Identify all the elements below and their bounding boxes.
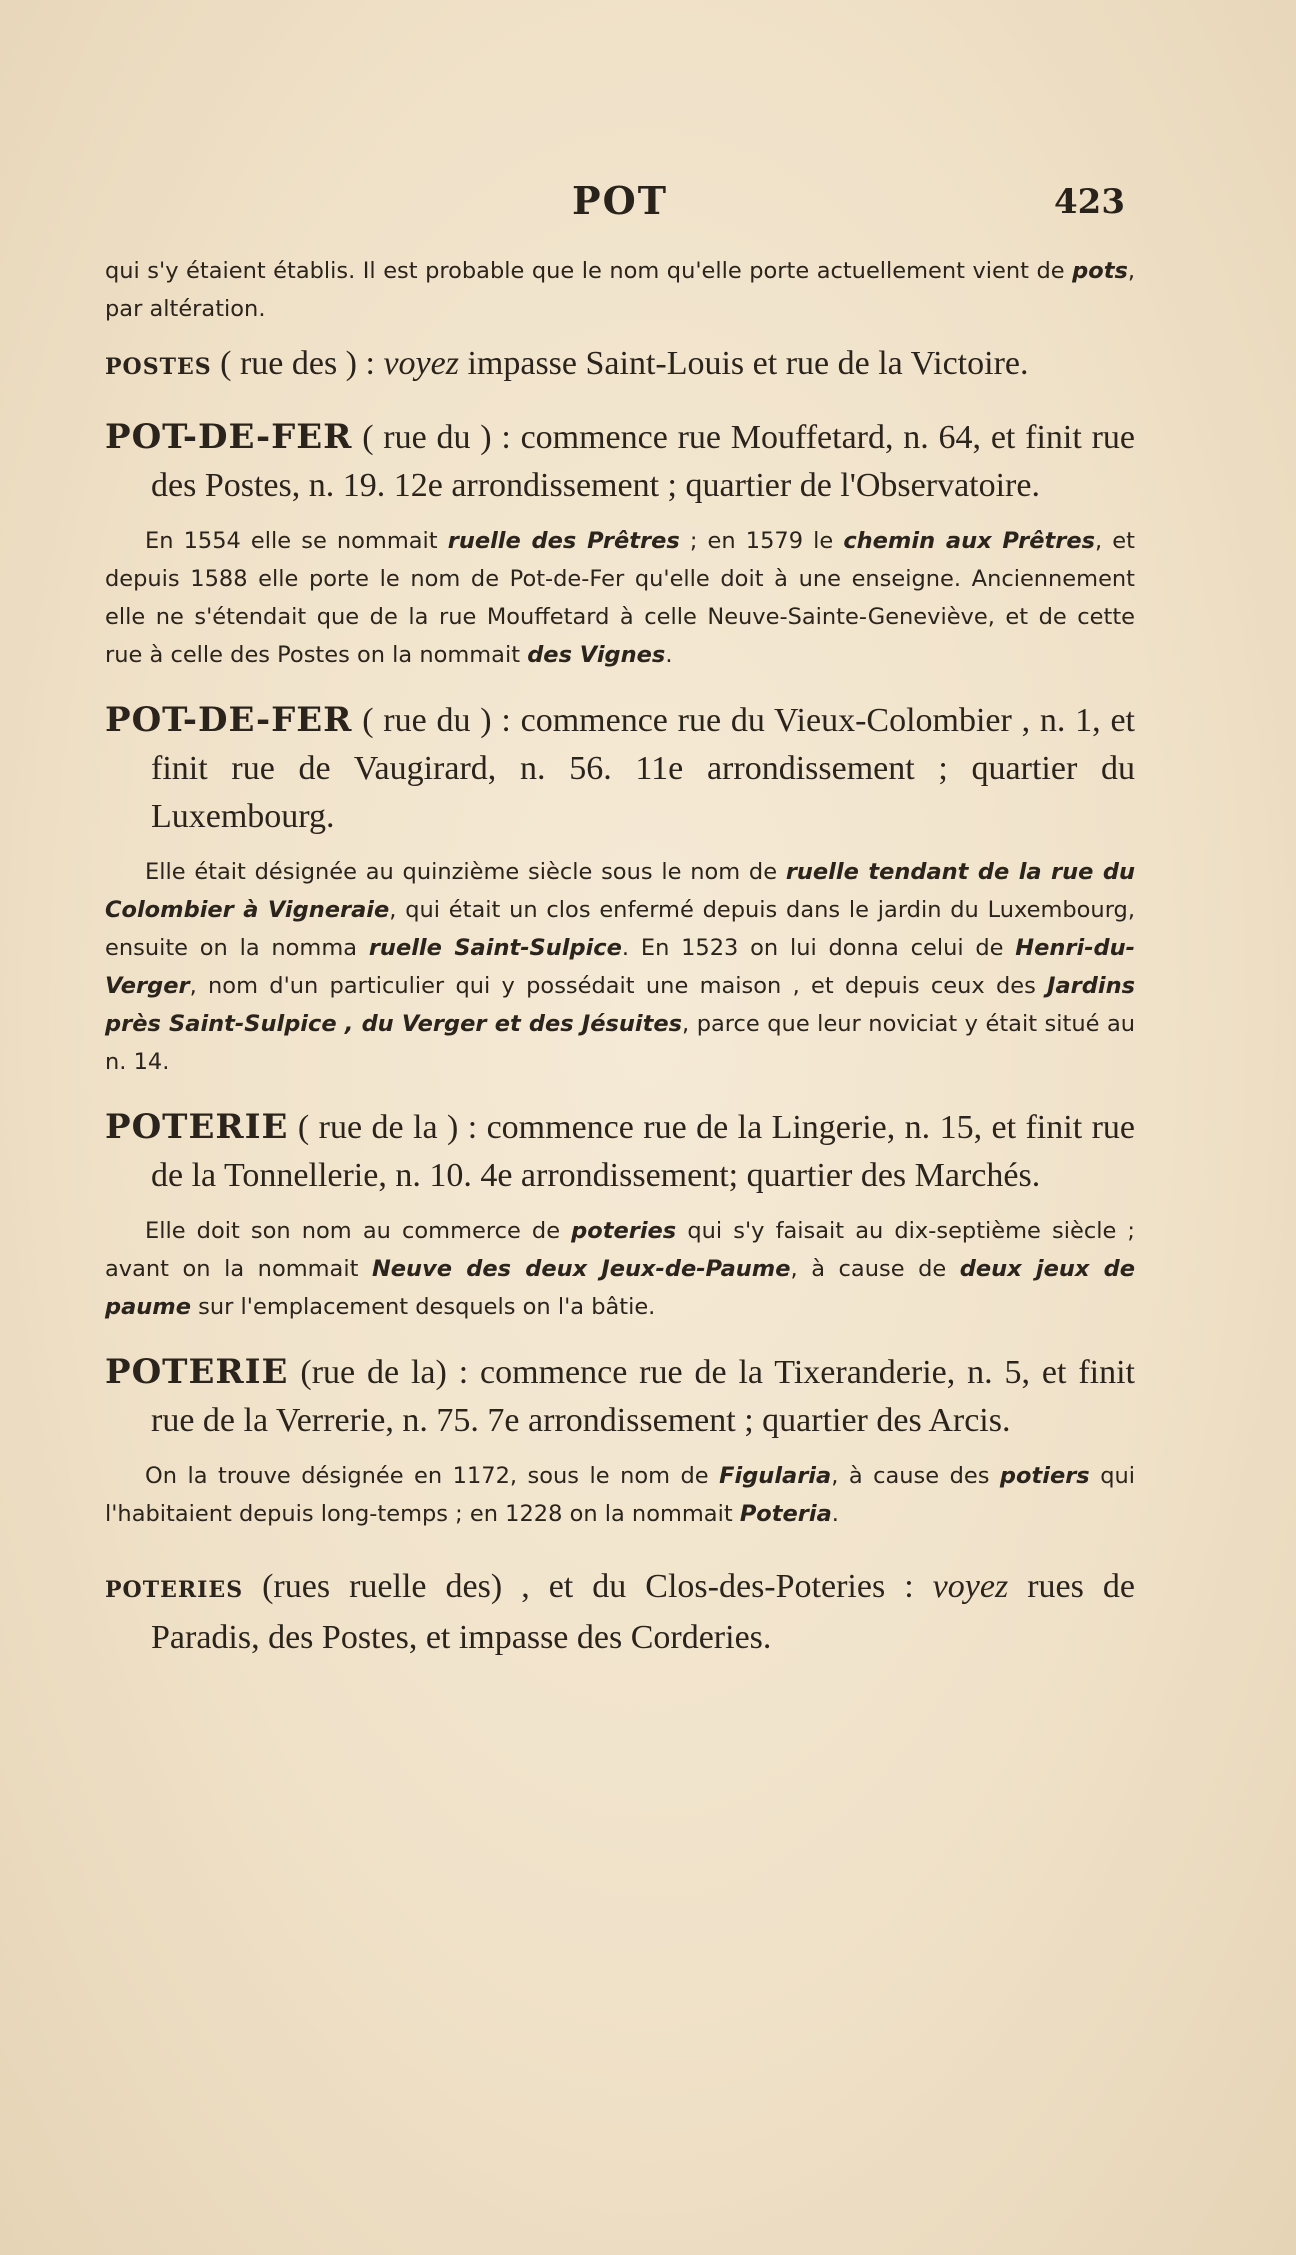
note-text: En 1554 elle se nommait — [145, 528, 448, 554]
page-number: 423 — [1054, 182, 1125, 222]
entry-headword: POT-DE-FER — [105, 417, 353, 457]
page-header — [105, 178, 1135, 238]
note-italic: Henri-du-Verger — [105, 935, 1135, 999]
note-text: . — [831, 1501, 839, 1527]
entry-text: (rues ruelle des) , et du Clos-des-Poteries : — [243, 1568, 933, 1605]
note-text: , à cause de — [790, 1256, 960, 1282]
note-text: ; en 1579 le — [679, 528, 844, 554]
entry-text: ( rue du ) : commence rue du Vieux-Colombier , n. 1, et finit rue de Vaugirard, n. 56. 11e arrondissement ; quartier du Luxembourg. — [151, 702, 1135, 835]
note-italic: potiers — [999, 1463, 1090, 1489]
note-text: qui l'habitaient depuis long-temps ; en 1228 on la nommait — [105, 1463, 1135, 1527]
entry-text: ( rue des ) : — [211, 345, 384, 382]
entry-headword: POSTES — [105, 354, 212, 380]
entry-text: impasse Saint-Louis et rue de la Victoire. — [458, 345, 1029, 382]
note-text: Elle était désignée au quinzième siècle sous le nom de — [145, 859, 786, 885]
note-text: , parce que leur noviciat y était situé au n. 14. — [105, 1011, 1136, 1075]
entry-poterie-2 — [105, 1348, 1135, 1445]
note-italic: deux jeux de paume — [105, 1256, 1135, 1320]
note-text: sur l'emplacement desquels on l'a bâtie. — [191, 1294, 656, 1320]
note-italic: pots — [1072, 258, 1128, 284]
note-italic: chemin aux Prêtres — [843, 528, 1096, 554]
entry-headword: POTERIE — [105, 1107, 289, 1147]
entry-note — [105, 1212, 1135, 1326]
note-italic: ruelle Saint-Sulpice — [368, 935, 622, 961]
entry-note — [105, 1457, 1135, 1533]
entry-text: (rue de la) : commence rue de la Tixeranderie, n. 5, et finit rue de la Verrerie, n. 75. 7e arrondissement ; quartier des Arcis. — [151, 1354, 1135, 1439]
note-italic: ruelle tendant de la rue du Colombier à Vigneraie — [105, 859, 1135, 923]
note-italic: Neuve des deux Jeux-de-Paume — [371, 1256, 791, 1282]
note-italic: ruelle des Prêtres — [447, 528, 680, 554]
note-text: , par altération. — [105, 258, 1135, 322]
entry-text: ( rue de la ) : commence rue de la Lingerie, n. 15, et finit rue de la Tonnellerie, n. 10. 4e arrondissement; quartier des Marchés. — [151, 1109, 1135, 1194]
note-italic: Figularia — [719, 1463, 832, 1489]
note-text: , qui était un clos enfermé depuis dans le jardin du Luxembourg, ensuite on la nomma — [105, 897, 1135, 961]
note-text: qui s'y étaient établis. Il est probable que le nom qu'elle porte actuellement vient de — [105, 258, 1073, 284]
entry-italic: voyez — [383, 345, 459, 382]
note-text: Elle doit son nom au commerce de — [145, 1218, 572, 1244]
note-text: . — [665, 642, 673, 668]
entry-pot-de-fer-1 — [105, 413, 1135, 510]
entry-pot-de-fer-2 — [105, 696, 1135, 841]
note-text: , et depuis 1588 elle porte le nom de Pot-de-Fer qu'elle doit à une enseigne. Anciennement elle ne s'étendait que de la rue Mouffetard à celle Neuve-Sainte-Geneviève, et de cette rue à celle des Postes on la nommait — [105, 528, 1135, 668]
note-italic: Jardins près Saint-Sulpice , du Verger et des Jésuites — [105, 973, 1135, 1037]
entry-note — [105, 853, 1135, 1081]
entry-text: rues de Paradis, des Postes, et impasse des Corderies. — [151, 1568, 1135, 1656]
note-text: qui s'y faisait au dix-septième siècle ; avant on la nommait — [105, 1218, 1135, 1282]
note-text: On la trouve désignée en 1172, sous le nom de — [145, 1463, 720, 1489]
note-italic: des Vignes — [527, 642, 666, 668]
entry-poteries — [105, 1563, 1135, 1662]
running-head: POT — [572, 178, 668, 223]
entry-note — [105, 522, 1135, 674]
note-text: , nom d'un particulier qui y possédait une maison , et depuis ceux des — [189, 973, 1048, 999]
entry-headword: POTERIE — [105, 1352, 289, 1392]
entry-headword: POT-DE-FER — [105, 700, 353, 740]
entry-headword: POTERIES — [105, 1577, 244, 1603]
page-content — [105, 252, 1135, 1662]
note-italic: poteries — [571, 1218, 677, 1244]
continued-note — [105, 252, 1135, 328]
note-text: , à cause des — [831, 1463, 1000, 1489]
entry-poterie-1 — [105, 1103, 1135, 1200]
entry-postes — [105, 340, 1135, 391]
note-text: . En 1523 on lui donna celui de — [621, 935, 1016, 961]
note-italic: Poteria — [739, 1501, 832, 1527]
entry-text: ( rue du ) : commence rue Mouffetard, n. 64, et finit rue des Postes, n. 19. 12e arrondissement ; quartier de l'Observatoire. — [151, 419, 1135, 504]
entry-italic: voyez — [932, 1568, 1009, 1605]
